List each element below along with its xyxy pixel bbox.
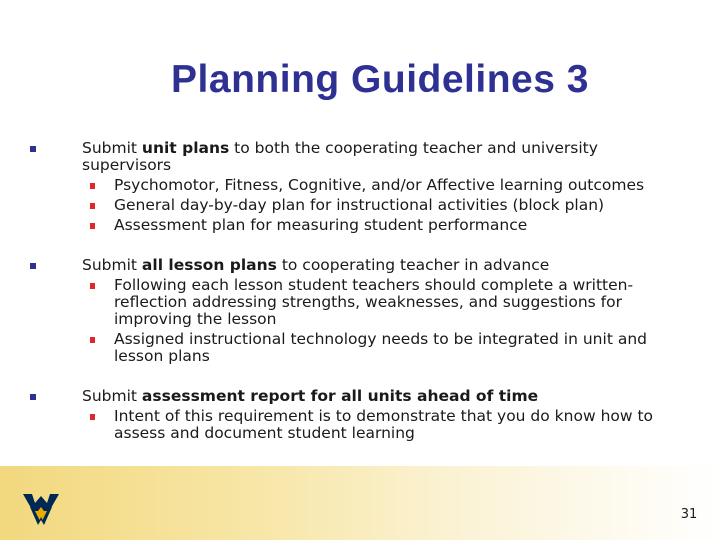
sub-bullet-text: Intent of this requirement is to demonstrate that you do know how to assess and document student learning bbox=[114, 407, 654, 442]
bullet-item-lesson-plans bbox=[30, 257, 680, 365]
sub-bullet-item bbox=[82, 177, 680, 194]
sub-bullet-item bbox=[82, 277, 680, 328]
sub-bullet-text: Assigned instructional technology needs to be integrated in unit and lesson plans bbox=[114, 330, 647, 365]
bullet-item-unit-plans bbox=[30, 140, 680, 234]
sub-bullet-item bbox=[82, 408, 680, 442]
slide-title: Planning Guidelines 3 bbox=[171, 58, 589, 101]
square-bullet-icon bbox=[90, 203, 95, 209]
page-number: 31 bbox=[680, 507, 698, 522]
square-bullet-icon bbox=[30, 263, 36, 269]
bullet-text-post: to both the cooperating teacher and university supervisors bbox=[82, 139, 598, 174]
sub-bullet-item bbox=[82, 217, 680, 234]
sub-bullet-item bbox=[82, 331, 680, 365]
sub-bullet-text: Following each lesson student teachers should complete a written-reflection addressing strengths, weaknesses, and suggestions for improving the lesson bbox=[114, 276, 634, 328]
sub-bullet-text: Assessment plan for measuring student performance bbox=[114, 216, 528, 234]
square-bullet-icon bbox=[90, 223, 95, 229]
bullet-text-pre: Submit bbox=[82, 139, 142, 157]
bullet-text-bold: assessment report for all units ahead of time bbox=[141, 387, 539, 405]
sub-bullet-item bbox=[82, 197, 680, 214]
footer-band bbox=[0, 466, 720, 540]
bullet-text-pre: Submit bbox=[82, 256, 142, 274]
bullet-list bbox=[30, 140, 680, 442]
square-bullet-icon bbox=[30, 394, 36, 400]
sub-bullet-text: Psychomotor, Fitness, Cognitive, and/or Affective learning outcomes bbox=[114, 176, 645, 194]
wv-logo-icon bbox=[22, 490, 60, 526]
square-bullet-icon bbox=[30, 146, 36, 152]
sub-bullet-text: General day-by-day plan for instructional activities (block plan) bbox=[114, 196, 605, 214]
bullet-item-assessment-report bbox=[30, 388, 680, 442]
square-bullet-icon bbox=[90, 414, 95, 420]
bullet-text-post: to cooperating teacher in advance bbox=[276, 256, 550, 274]
square-bullet-icon bbox=[90, 183, 95, 189]
bullet-text-bold: unit plans bbox=[141, 139, 230, 157]
bullet-text-bold: all lesson plans bbox=[141, 256, 277, 274]
square-bullet-icon bbox=[90, 283, 95, 289]
bullet-text-pre: Submit bbox=[82, 387, 142, 405]
square-bullet-icon bbox=[90, 337, 95, 343]
